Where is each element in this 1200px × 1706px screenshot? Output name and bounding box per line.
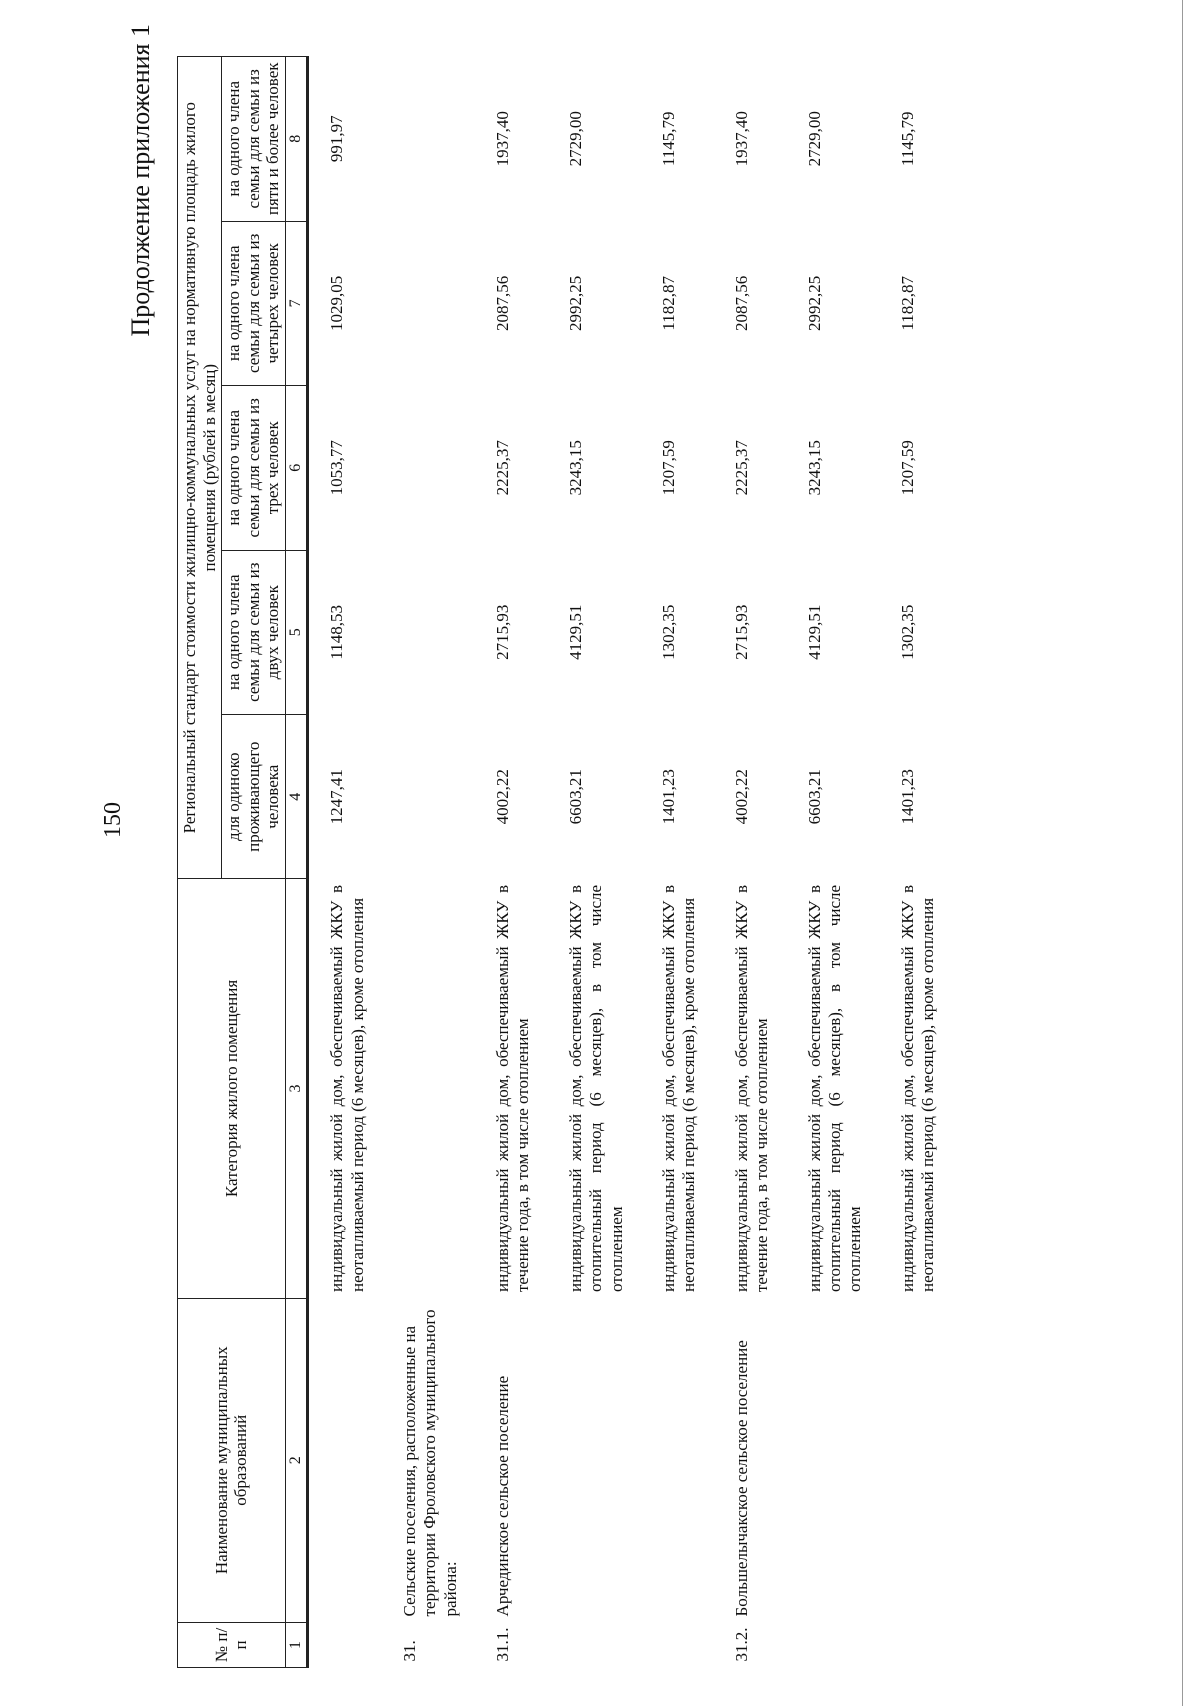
value-single: 4002,22: [731, 769, 751, 825]
housing-category: индивидуальный жилой дом, обеспечиваемый ЖКУ в течение года, в том числе отоплением: [493, 884, 533, 1293]
municipality-name: [552, 1298, 645, 1622]
header-municipality: Наименование муниципальных образований: [178, 1298, 286, 1622]
value-family-2: 4129,51: [804, 604, 824, 660]
housing-category: индивидуальный жилой дом, обеспечиваемый ЖКУ в течение года, в том числе отоплением: [731, 884, 772, 1293]
column-number: 4: [285, 714, 307, 878]
value-family-4: 1182,87: [659, 276, 679, 331]
value-single: 4002,22: [493, 769, 513, 825]
municipality-name: [308, 1298, 386, 1622]
housing-category: индивидуальный жилой дом, обеспечиваемый ЖКУ в неотапливаемый период (6 месяцев), кроме отопления: [897, 884, 938, 1293]
value-family-3: 2225,37: [731, 440, 751, 496]
value-family-5plus: 1937,40: [493, 111, 513, 167]
value-single: 6603,21: [565, 769, 585, 825]
column-number: 2: [285, 1298, 307, 1622]
municipality-name: Сельские поселения, расположенные на территории Фроловского муниципального района:: [399, 1309, 460, 1617]
municipality-name: [645, 1298, 718, 1622]
value-family-3: [386, 386, 479, 550]
column-number: 1: [285, 1622, 307, 1667]
header-number: № п/п: [178, 1622, 286, 1667]
municipality-name: Арчединское сельское поселение: [493, 1375, 513, 1617]
value-family-2: 2715,93: [493, 604, 513, 660]
housing-category: индивидуальный жилой дом, обеспечиваемый ЖКУ в неотапливаемый период (6 месяцев), кроме отопления: [327, 884, 367, 1293]
row-number: 31.2.: [731, 1627, 751, 1662]
municipality-name: [791, 1298, 884, 1622]
value-family-5plus: 1145,79: [659, 111, 679, 167]
table-row: [308, 57, 386, 1668]
value-family-5plus: [386, 57, 479, 222]
housing-category: индивидуальный жилой дом, обеспечиваемый ЖКУ в неотапливаемый период (6 месяцев), кроме отопления: [659, 884, 699, 1293]
value-family-2: 2715,93: [731, 604, 751, 660]
page-number: 150: [100, 802, 126, 838]
row-number: [552, 1622, 645, 1667]
row-number: [791, 1622, 884, 1667]
value-family-3: 2225,37: [493, 440, 513, 496]
column-number: 5: [285, 550, 307, 714]
tariff-table: [177, 56, 957, 1668]
header-category: Категория жилого помещения: [178, 879, 286, 1298]
table-row: [791, 57, 884, 1668]
row-number: [645, 1622, 718, 1667]
value-single: [386, 714, 479, 878]
value-family-4: 2992,25: [804, 275, 824, 331]
value-family-2: 1302,35: [659, 604, 679, 660]
header-single: для одиноко проживающего человека: [222, 714, 286, 878]
municipality-name: Большелычакское сельское поселение: [731, 1340, 751, 1617]
scan-edge-line: [1182, 0, 1183, 1706]
value-family-3: 3243,15: [565, 440, 585, 496]
value-family-3: 3243,15: [804, 440, 824, 496]
value-family-3: 1207,59: [897, 440, 917, 496]
column-number: 6: [285, 386, 307, 550]
value-family-5plus: 2729,00: [804, 111, 824, 167]
housing-category: индивидуальный жилой дом, обеспечиваемый ЖКУ в отопительный период (6 месяцев), в том числе отоплением: [565, 884, 626, 1293]
table-row: [552, 57, 645, 1668]
column-number: 8: [285, 57, 307, 222]
row-number: 31.1.: [493, 1627, 513, 1662]
column-number: 3: [285, 879, 307, 1298]
value-family-3: 1207,59: [659, 440, 679, 496]
value-family-4: 2087,56: [731, 275, 751, 331]
table-row: [386, 57, 479, 1668]
header-family-3: на одного члена семьи для семьи из трех человек: [222, 386, 286, 550]
value-family-2: 4129,51: [565, 604, 585, 660]
value-family-4: 1182,87: [897, 276, 917, 331]
value-single: 6603,21: [804, 769, 824, 825]
table-row: [718, 57, 791, 1668]
value-single: 1401,23: [659, 769, 679, 825]
row-number: [308, 1622, 386, 1667]
row-number: 31.: [399, 1640, 419, 1662]
value-family-3: 1053,77: [327, 440, 347, 496]
page-caption: Продолжение приложения 1: [126, 24, 155, 337]
value-family-2: 1302,35: [897, 604, 917, 660]
value-single: 1247,41: [327, 769, 347, 825]
value-family-4: 2992,25: [565, 275, 585, 331]
housing-category: [386, 879, 479, 1298]
value-family-4: 2087,56: [493, 275, 513, 331]
value-family-4: [386, 221, 479, 385]
row-number: [884, 1622, 957, 1667]
column-number: 7: [285, 221, 307, 385]
value-family-2: [386, 550, 479, 714]
header-family-4: на одного члена семьи для семьи из четырех человек: [222, 221, 286, 385]
value-family-5plus: 991,97: [327, 115, 347, 163]
value-family-4: 1029,05: [327, 275, 347, 331]
municipality-name: [884, 1298, 957, 1622]
table-row: [645, 57, 718, 1668]
header-family-2: на одного члена семьи для семьи из двух человек: [222, 550, 286, 714]
value-family-5plus: 1937,40: [731, 111, 751, 167]
table-row: [884, 57, 957, 1668]
table-row: [479, 57, 552, 1668]
header-regional-standard: Региональный стандарт стоимости жилищно-коммунальных услуг на нормативную площадь жилого помещения (рублей в месяц): [178, 57, 222, 879]
header-family-5plus: на одного члена семьи для семьи из пяти и более человек: [222, 57, 286, 222]
value-family-5plus: 1145,79: [897, 111, 917, 167]
value-single: 1401,23: [897, 769, 917, 825]
value-family-2: 1148,53: [327, 604, 347, 660]
housing-category: индивидуальный жилой дом, обеспечиваемый ЖКУ в отопительный период (6 месяцев), в том числе отоплением: [804, 884, 865, 1293]
value-family-5plus: 2729,00: [565, 111, 585, 167]
